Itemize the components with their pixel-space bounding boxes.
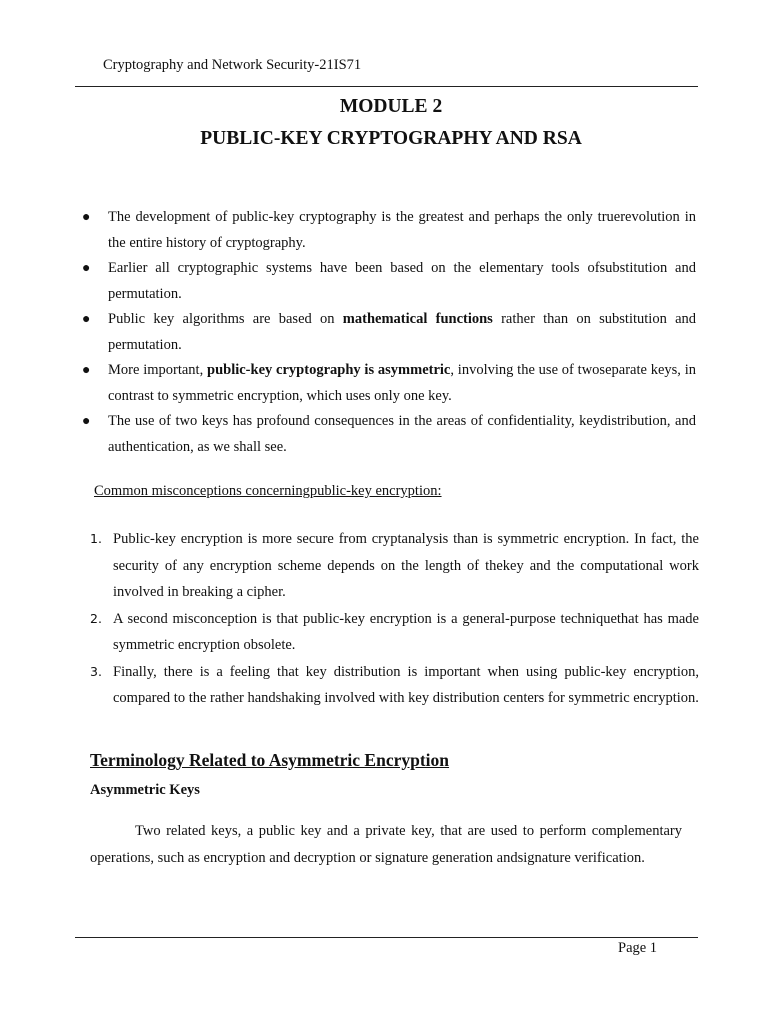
bullet-bold-text: public-key cryptography is asymmetric [207, 362, 451, 378]
list-item [90, 606, 699, 659]
bullet-text: More important, [108, 362, 207, 378]
item-text: Finally, there is a feeling that key distribution is important when using public-key encryption, compared to the rather handshaking involved with key distribution centers for symmetric encryption. [113, 663, 699, 706]
header-rule [75, 86, 698, 87]
bullet-text: , involving the use of twoseparate keys, in contrast to symmetric encryption, which uses only one key. [108, 362, 696, 404]
bullet-icon: ● [82, 312, 91, 327]
bullet-text: Public key algorithms are based on [108, 311, 343, 327]
bullet-text: The development of public-key cryptography is the greatest and perhaps the only truerevolution in the entire history of cryptography. [108, 209, 696, 251]
module-title: MODULE 2 [339, 96, 443, 117]
bullet-icon: ● [82, 261, 91, 276]
page-number: Page 1 [618, 940, 658, 956]
list-item [82, 358, 696, 409]
item-number: 2. [90, 610, 102, 626]
asymmetric-keys-heading: Asymmetric Keys [90, 782, 200, 798]
intro-bullet-list [82, 205, 696, 460]
misconceptions-list [90, 526, 699, 712]
list-item [82, 307, 696, 358]
topic-title: PUBLIC-KEY CRYPTOGRAPHY AND RSA [200, 128, 582, 149]
course-header: Cryptography and Network Security-21IS71 [103, 57, 362, 73]
item-number: 3. [90, 663, 102, 679]
bullet-text: Earlier all cryptographic systems have been based on the elementary tools ofsubstitution and permutation. [108, 260, 696, 302]
list-item [82, 205, 696, 256]
bullet-icon: ● [82, 210, 91, 225]
bullet-text: rather than on substitution and permutation. [108, 311, 697, 353]
list-item [82, 409, 696, 460]
terminology-heading: Terminology Related to Asymmetric Encryption [90, 750, 450, 770]
footer-rule [75, 937, 698, 938]
asymmetric-keys-paragraph: Two related keys, a public key and a private key, that are used to perform complementary operations, such as encryption and decryption or signature generation andsignature verification. [90, 823, 682, 866]
list-item [90, 526, 699, 606]
list-item [82, 256, 696, 307]
bullet-text: The use of two keys has profound consequences in the areas of confidentiality, keydistribution, and authentication, as we shall see. [108, 413, 696, 455]
item-number: 1. [90, 531, 102, 546]
list-item [90, 659, 699, 712]
bullet-icon: ● [82, 363, 91, 378]
bullet-bold-text: mathematical functions [342, 311, 493, 327]
item-text: A second misconception is that public-key encryption is a general-purpose techniquethat has made symmetric encryption obsolete. [113, 610, 699, 653]
item-text: Public-key encryption is more secure from cryptanalysis than is symmetric encryption. In fact, the security of any encryption scheme depends on the length of thekey and the computational work involved in breaking a cipher. [113, 531, 699, 600]
bullet-icon: ● [82, 414, 91, 429]
misconceptions-heading: Common misconceptions concerningpublic-key encryption: [94, 483, 442, 499]
